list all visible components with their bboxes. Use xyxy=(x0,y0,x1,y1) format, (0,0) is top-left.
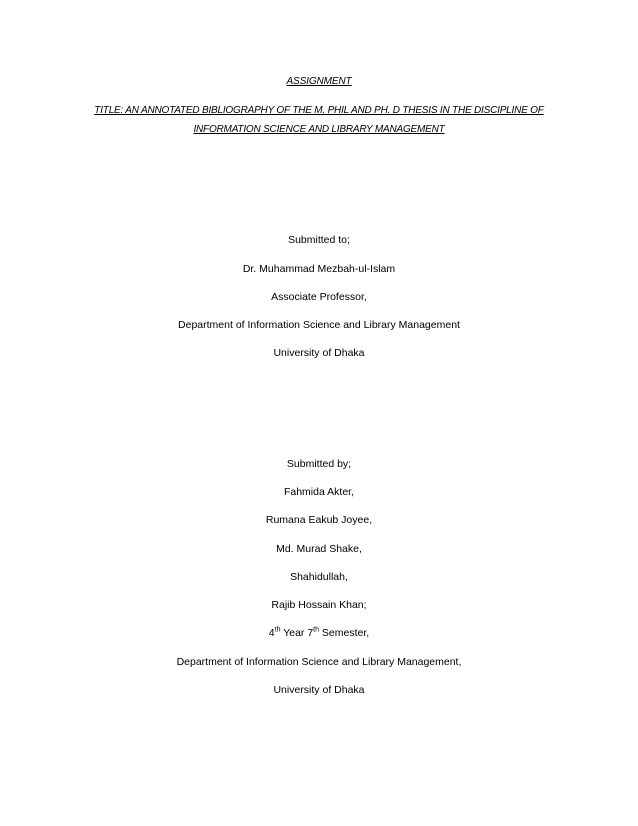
submitted-to-label: Submitted to; xyxy=(288,234,350,246)
year-number: 4 xyxy=(268,627,275,639)
semester-text: Semester, xyxy=(319,627,370,639)
member-name: Shahidullah, xyxy=(290,571,348,583)
members-department: Department of Information Science and Library Management, xyxy=(176,656,462,668)
year-text: Year 7 xyxy=(280,627,314,639)
member-name: Fahmida Akter, xyxy=(283,486,355,498)
members-university: University of Dhaka xyxy=(273,684,365,696)
year-semester xyxy=(0,626,638,640)
submitted-by-label: Submitted by; xyxy=(286,458,352,470)
year-suffix: th xyxy=(274,626,281,634)
assignment-heading: ASSIGNMENT xyxy=(286,76,352,87)
title-line-1: TITLE: AN ANNOTATED BIBLIOGRAPHY OF THE M. PHIL AND PH. D THESIS IN THE DISCIPLINE OF xyxy=(94,105,544,116)
supervisor-university: University of Dhaka xyxy=(273,347,365,359)
supervisor-position: Associate Professor, xyxy=(271,291,367,303)
member-name: Rumana Eakub Joyee, xyxy=(265,514,373,526)
title-line-2: INFORMATION SCIENCE AND LIBRARY MANAGEMENT xyxy=(193,124,445,135)
supervisor-department: Department of Information Science and Library Management xyxy=(178,319,460,331)
assignment-title xyxy=(70,101,568,139)
supervisor-name: Dr. Muhammad Mezbah-ul-Islam xyxy=(242,263,396,275)
member-name: Md. Murad Shake, xyxy=(276,543,362,555)
semester-suffix: th xyxy=(313,626,320,634)
member-name: Rajib Hossain Khan; xyxy=(271,599,367,611)
